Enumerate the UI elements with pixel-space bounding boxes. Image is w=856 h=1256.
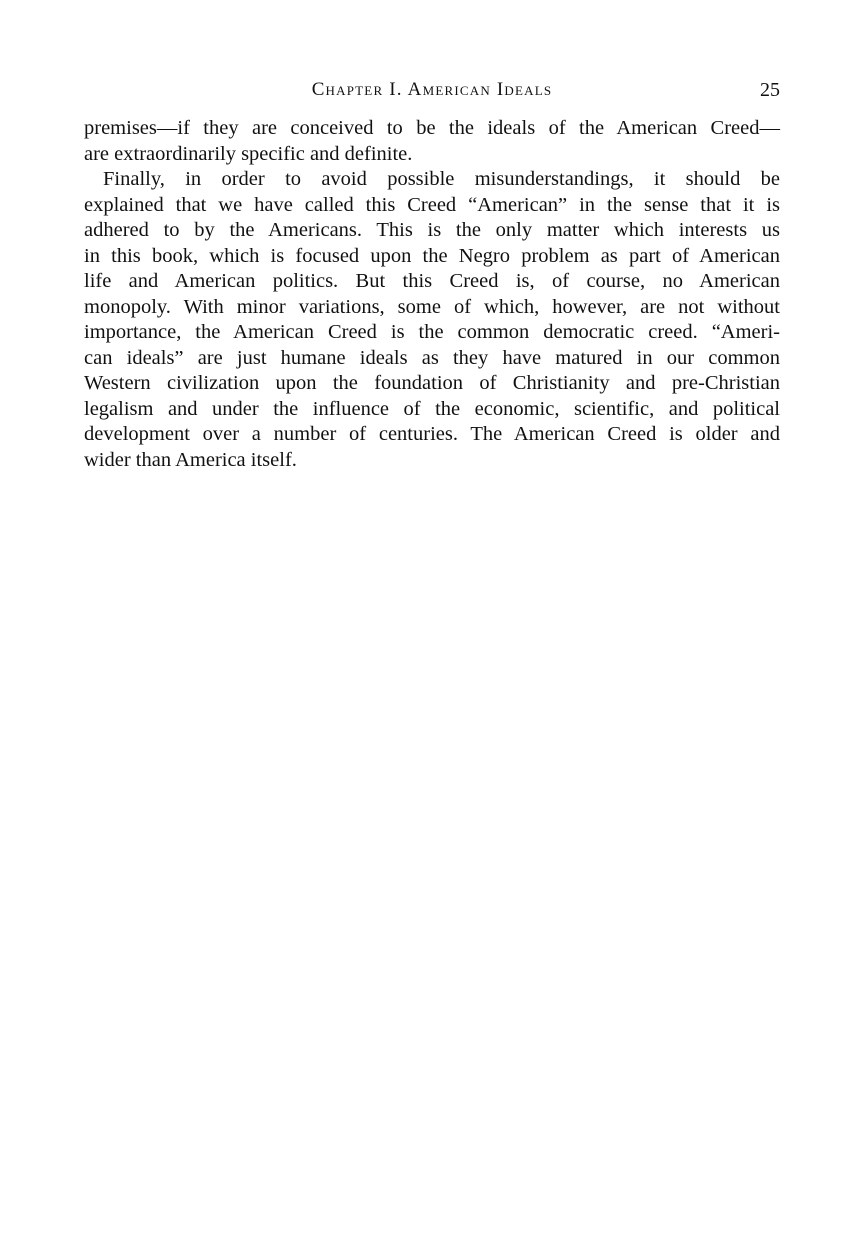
- page-number: 25: [760, 79, 780, 101]
- text-line: adhered to by the Americans. This is the only matter which interests us: [84, 219, 780, 241]
- text-line: are extraordinarily specific and definite.: [84, 142, 413, 165]
- paragraph-first-line: Finally, in order to avoid possible misunderstandings, it should be: [103, 168, 780, 190]
- text-line: wider than America itself.: [84, 448, 297, 471]
- text-line: premises—if they are conceived to be the ideals of the American Creed—: [84, 117, 780, 139]
- text-line: development over a number of centuries. The American Creed is older and: [84, 423, 780, 445]
- text-line: explained that we have called this Creed “American” in the sense that it is: [84, 193, 780, 216]
- text-line: monopoly. With minor variations, some of which, however, are not without: [84, 295, 780, 318]
- text-line: Western civilization upon the foundation of Christianity and pre-Christian: [84, 372, 780, 394]
- text-line: life and American politics. But this Creed is, of course, no American: [84, 270, 780, 292]
- text-line: can ideals” are just humane ideals as they have matured in our common: [84, 346, 780, 369]
- text-line: importance, the American Creed is the common democratic creed. “Ameri-: [84, 321, 780, 343]
- text-line: in this book, which is focused upon the Negro problem as part of American: [84, 244, 780, 267]
- running-head: [84, 79, 780, 105]
- chapter-title: Chapter I. American Ideals: [311, 79, 553, 100]
- body-text: [84, 116, 780, 473]
- text-line: legalism and under the influence of the economic, scientific, and political: [84, 397, 780, 420]
